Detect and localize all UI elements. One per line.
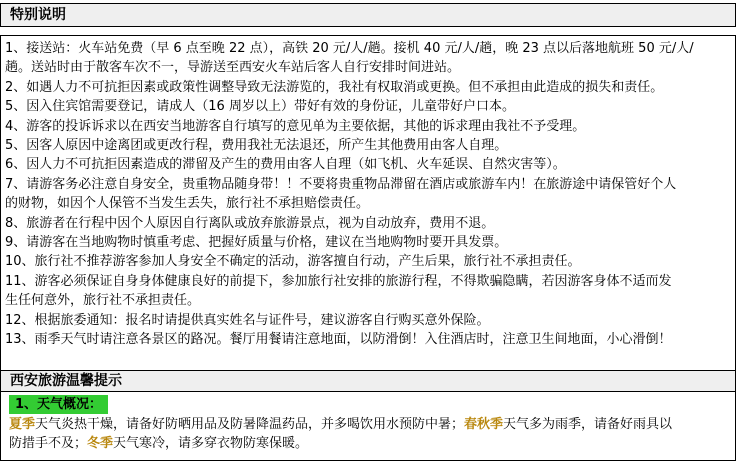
autumn-label: 春秋季 [464, 416, 504, 432]
note-item [5, 175, 731, 214]
note-item [5, 78, 731, 97]
section-header-special-notes [0, 3, 736, 27]
autumn-text: 天气多为雨季，请备好雨具以 [503, 416, 673, 432]
note-item [5, 97, 731, 116]
section-title: 西安旅游温馨提示 [10, 373, 122, 389]
summer-text: 天气炎热干燥，请备好防晒用品及防暑降温药品，并多喝饮用水预防中暑； [35, 416, 465, 432]
note-item [5, 117, 731, 136]
note-line: 7、请游客务必注意自身安全，贵重物品随身带！！不要将贵重物品滞留在酒店或旅游车内！在旅游途中请保管好个人 [5, 176, 677, 192]
note-item [5, 252, 731, 271]
summer-label: 夏季 [9, 416, 36, 432]
note-line: 13、雨季天气时请注意各景区的路况。餐厅用餐请注意地面，以防滑倒！入住酒店时，注意卫生间地面，小心滑倒！ [5, 332, 672, 348]
line2-text: 防措手不及； [9, 436, 88, 452]
note-line: 12、根据旅委通知：报名时请提供真实姓名与证件号，建议游客自行购买意外保险。 [5, 312, 490, 328]
note-line: 趟。送站时由于散客车次不一，导游送至西安火车站后客人自行安排时间进站。 [5, 60, 461, 76]
weather-overview-tag: 1、天气概况： [9, 395, 108, 414]
note-line: 1、接送站：火车站免费（早 6 点至晚 22 点），高铁 20 元/人/趟。接机 40 元/人/趟，晚 23 点以后落地航班 50 元/人/ [5, 41, 694, 56]
note-item [5, 214, 731, 233]
note-line: 生任何意外，旅行社不承担责任。 [5, 293, 201, 309]
note-line: 5、因入住宾馆需要登记，请成人（16 周岁以上）带好有效的身份证，儿童带好户口本。 [5, 99, 515, 115]
note-item [5, 233, 731, 252]
winter-label: 冬季 [87, 436, 114, 452]
note-item [5, 330, 731, 349]
special-notes-list [0, 35, 736, 373]
note-item [5, 155, 731, 174]
note-item [5, 311, 731, 330]
note-line: 5、因客人原因中途离团或更改行程，费用我社无法退还，所产生其他费用由客人自理。 [5, 138, 508, 154]
weather-heading-line [9, 395, 727, 415]
weather-text-line-2 [9, 434, 727, 454]
weather-text-line-1 [9, 415, 727, 435]
note-line: 2、如遇人力不可抗拒因素或政策性调整导致无法游览的，我社有权取消或更换。但不承担由此造成的损失和责任。 [5, 79, 664, 95]
travel-tips-content [0, 391, 736, 461]
section-title: 特别说明 [10, 7, 66, 23]
note-line: 9、请游客在当地购物时慎重考虑、把握好质量与价格，建议在当地购物时要开具发票。 [5, 235, 508, 251]
note-line: 的财物，如因个人保管不当发生丢失，旅行社不承担赔偿责任。 [5, 196, 370, 212]
note-line: 11、游客必须保证自身身体健康良好的前提下，参加旅行社安排的旅游行程，不得欺骗隐瞒，若因游客身体不适而发 [5, 273, 672, 289]
note-line: 6、因人力不可抗拒因素造成的滞留及产生的费用由客人自理（如飞机、火车延误、自然灾害等）。 [5, 157, 566, 173]
note-item [5, 39, 731, 78]
note-item [5, 272, 731, 311]
note-line: 4、游客的投诉诉求以在西安当地游客自行填写的意见单为主要依据，其他的诉求理由我社不予受理。 [5, 118, 586, 134]
section-header-travel-tips [0, 370, 736, 392]
winter-text: 天气寒冷，请多穿衣物防寒保暖。 [113, 436, 309, 452]
note-item [5, 136, 731, 155]
note-line: 8、旅游者在行程中因个人原因自行离队或放弃旅游景点，视为自动放弃，费用不退。 [5, 215, 495, 231]
note-line: 10、旅行社不推荐游客参加人身安全不确定的活动，游客擅自行动，产生后果，旅行社不承担责任。 [5, 254, 581, 270]
